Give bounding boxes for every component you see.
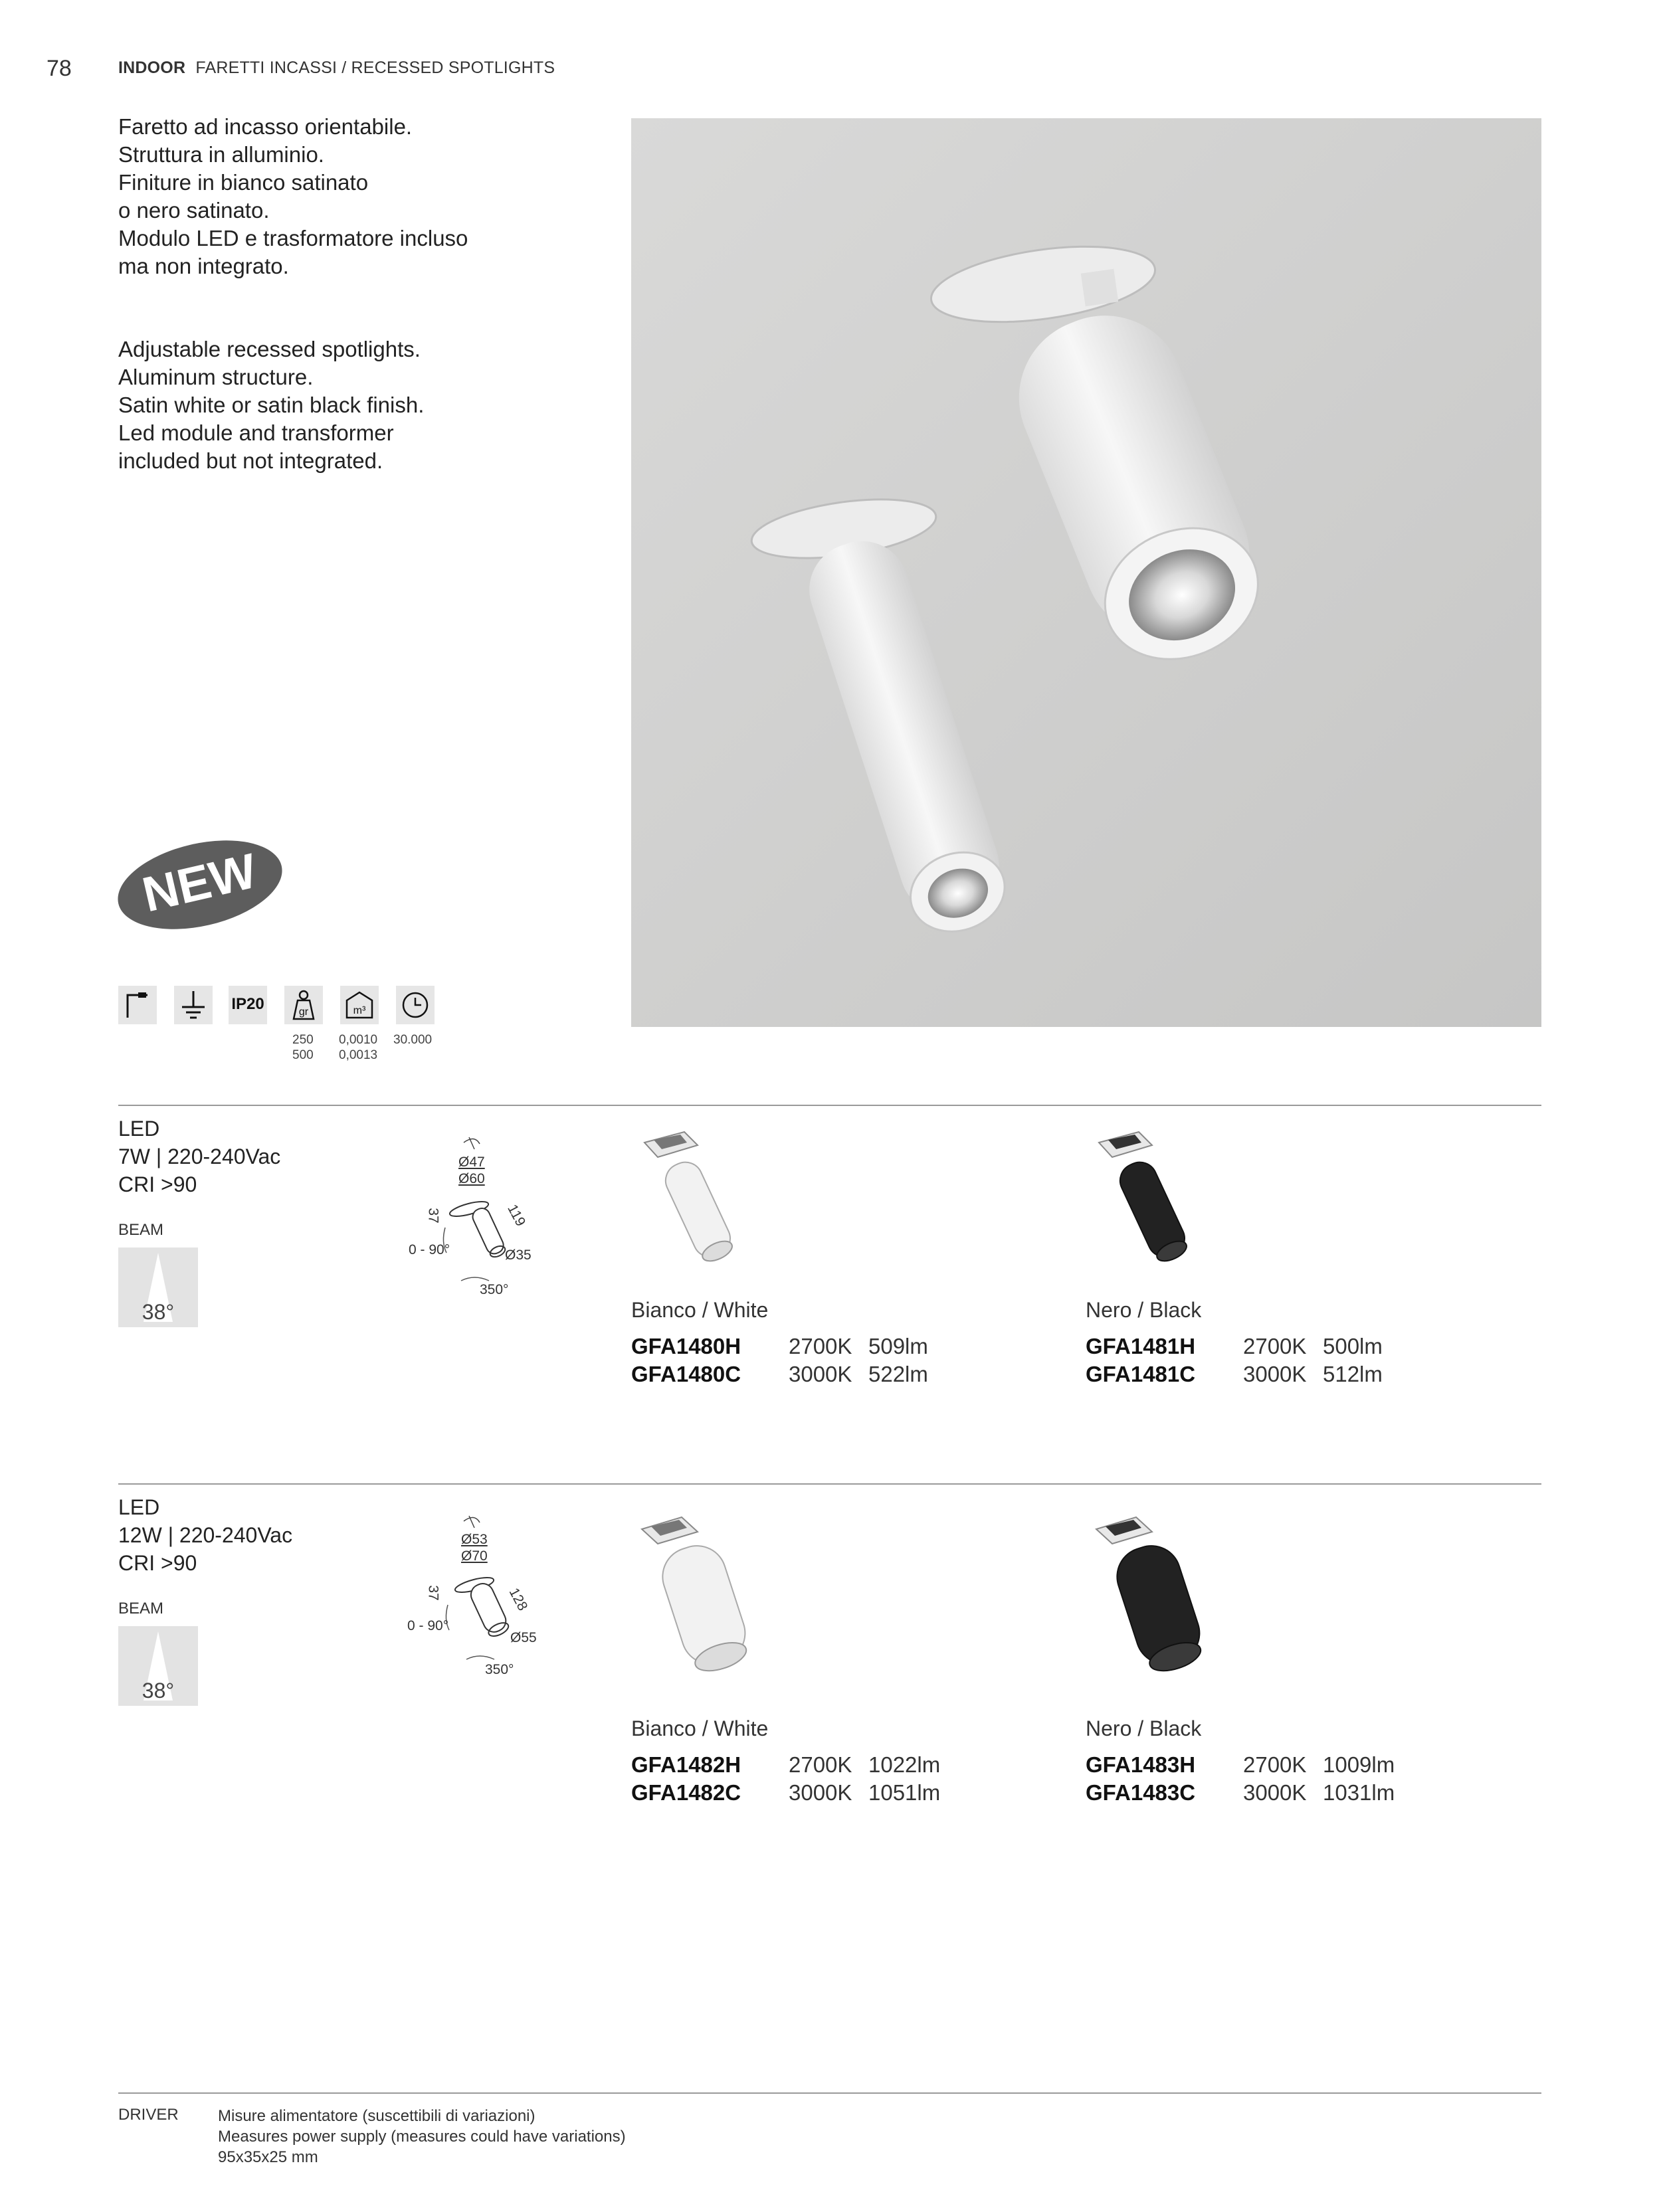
color-temperature: 2700K <box>1243 1334 1307 1358</box>
code-table <box>631 1751 1030 1807</box>
page-number: 78 <box>47 56 72 81</box>
product-code: GFA1480H <box>631 1334 741 1358</box>
description-line: Satin white or satin black finish. <box>118 393 425 417</box>
lumen-output: 500lm <box>1323 1334 1383 1358</box>
beam-icon <box>118 1247 198 1327</box>
length-dimension: 128 <box>506 1585 531 1613</box>
recessed-icon <box>118 986 157 1024</box>
color-temperature: 2700K <box>1243 1752 1307 1777</box>
front-diameter: Ø35 <box>505 1247 532 1263</box>
header-category: FARETTI INCASSI / RECESSED SPOTLIGHTS <box>195 58 555 77</box>
product-code: GFA1482C <box>631 1780 741 1805</box>
section-divider <box>118 1483 1541 1485</box>
description-line: Modulo LED e trasformatore incluso <box>118 226 468 250</box>
finish-label: Bianco / White <box>631 1716 769 1740</box>
ip-rating-icon <box>229 986 267 1024</box>
model-specs <box>118 1115 280 1198</box>
height-dimension: 37 <box>425 1208 441 1224</box>
diameter-1: Ø53 <box>461 1532 488 1547</box>
code-table <box>631 1333 1030 1388</box>
color-temperature: 2700K <box>789 1752 852 1777</box>
header-section: INDOOR <box>118 58 186 77</box>
driver-note-it: Misure alimentatore (suscettibili di variazioni) <box>218 2107 536 2125</box>
weight-icon <box>284 986 323 1024</box>
color-temperature: 3000K <box>789 1780 852 1805</box>
description-line: Faretto ad incasso orientabile. <box>118 114 413 139</box>
power-spec: 7W | 220-240Vac <box>118 1145 281 1168</box>
driver-label: DRIVER <box>118 2106 179 2124</box>
color-temperature: 3000K <box>789 1362 852 1386</box>
weight-value: 500 <box>292 1048 314 1062</box>
power-spec: 12W | 220-240Vac <box>118 1523 293 1547</box>
diameter-2: Ø60 <box>458 1171 485 1186</box>
beam-label: BEAM <box>118 1600 164 1617</box>
product-image-black <box>1086 1123 1238 1275</box>
length-dimension: 119 <box>504 1202 529 1229</box>
product-image-black <box>1086 1507 1245 1679</box>
rotation-range: 350° <box>480 1282 509 1297</box>
description-line: Aluminum structure. <box>118 365 314 389</box>
code-table <box>1086 1333 1484 1388</box>
height-dimension: 37 <box>425 1585 441 1601</box>
clock-icon <box>396 986 435 1024</box>
description-line: ma non integrato. <box>118 254 289 278</box>
lumen-output: 509lm <box>868 1334 928 1358</box>
lumen-output: 1051lm <box>868 1780 941 1805</box>
hero-photo <box>631 118 1541 1027</box>
description-english <box>118 335 424 475</box>
weight-value: 250 <box>292 1033 314 1047</box>
weight-values <box>292 1032 314 1063</box>
tilt-range: 0 - 90° <box>407 1618 449 1633</box>
product-image-white <box>631 1507 791 1679</box>
rotation-range: 350° <box>485 1662 514 1677</box>
diameter-1: Ø47 <box>458 1154 485 1170</box>
dimension-diagram <box>405 1129 558 1302</box>
description-line: included but not integrated. <box>118 448 383 473</box>
driver-note-en: Measures power supply (measures could have variations) <box>218 2128 626 2146</box>
model-specs <box>118 1493 292 1577</box>
description-line: Adjustable recessed spotlights. <box>118 337 421 361</box>
beam-angle: 38° <box>142 1679 175 1703</box>
ip-rating: IP20 <box>231 995 264 1013</box>
new-badge <box>114 838 286 931</box>
driver-size: 95x35x25 mm <box>218 2148 318 2166</box>
cri-spec: CRI >90 <box>118 1172 197 1196</box>
front-diameter: Ø55 <box>510 1630 537 1645</box>
lumen-output: 1022lm <box>868 1752 941 1777</box>
volume-value: 0,0013 <box>339 1048 378 1062</box>
driver-info <box>218 2106 626 2167</box>
finish-label: Bianco / White <box>631 1298 769 1322</box>
lumen-output: 512lm <box>1323 1362 1383 1386</box>
finish-label: Nero / Black <box>1086 1298 1202 1322</box>
finish-label: Nero / Black <box>1086 1716 1202 1740</box>
led-label: LED <box>118 1495 160 1519</box>
section-divider <box>118 1105 1541 1106</box>
product-code: GFA1481H <box>1086 1334 1196 1358</box>
tilt-range: 0 - 90° <box>409 1242 450 1257</box>
product-code: GFA1483H <box>1086 1752 1196 1777</box>
beam-label: BEAM <box>118 1221 164 1239</box>
volume-icon <box>340 986 379 1024</box>
volume-values <box>339 1032 377 1063</box>
description-line: Struttura in alluminio. <box>118 142 324 167</box>
product-image-white <box>631 1123 784 1275</box>
page-header <box>118 58 555 78</box>
color-temperature: 2700K <box>789 1334 852 1358</box>
beam-icon <box>118 1626 198 1706</box>
description-line: Led module and transformer <box>118 420 394 445</box>
code-table <box>1086 1751 1484 1807</box>
color-temperature: 3000K <box>1243 1362 1307 1386</box>
product-code: GFA1483C <box>1086 1780 1196 1805</box>
lifetime-value: 30.000 <box>393 1033 433 1047</box>
svg-text:m³: m³ <box>353 1005 366 1016</box>
lumen-output: 1009lm <box>1323 1752 1395 1777</box>
description-line: Finiture in bianco satinato <box>118 170 369 195</box>
volume-value: 0,0010 <box>339 1033 378 1047</box>
diameter-2: Ø70 <box>461 1548 488 1564</box>
color-temperature: 3000K <box>1243 1780 1307 1805</box>
cri-spec: CRI >90 <box>118 1551 197 1575</box>
product-code: GFA1482H <box>631 1752 741 1777</box>
footer-divider <box>118 2092 1541 2094</box>
badge-label: NEW <box>137 842 262 923</box>
svg-text:gr: gr <box>298 1006 309 1018</box>
ground-icon <box>174 986 213 1024</box>
product-code: GFA1481C <box>1086 1362 1196 1386</box>
dimension-diagram <box>405 1508 558 1681</box>
product-code: GFA1480C <box>631 1362 741 1386</box>
lumen-output: 522lm <box>868 1362 928 1386</box>
description-line: o nero satinato. <box>118 198 270 223</box>
led-label: LED <box>118 1117 160 1141</box>
beam-angle: 38° <box>142 1300 175 1324</box>
lumen-output: 1031lm <box>1323 1780 1395 1805</box>
description-italian <box>118 113 468 280</box>
